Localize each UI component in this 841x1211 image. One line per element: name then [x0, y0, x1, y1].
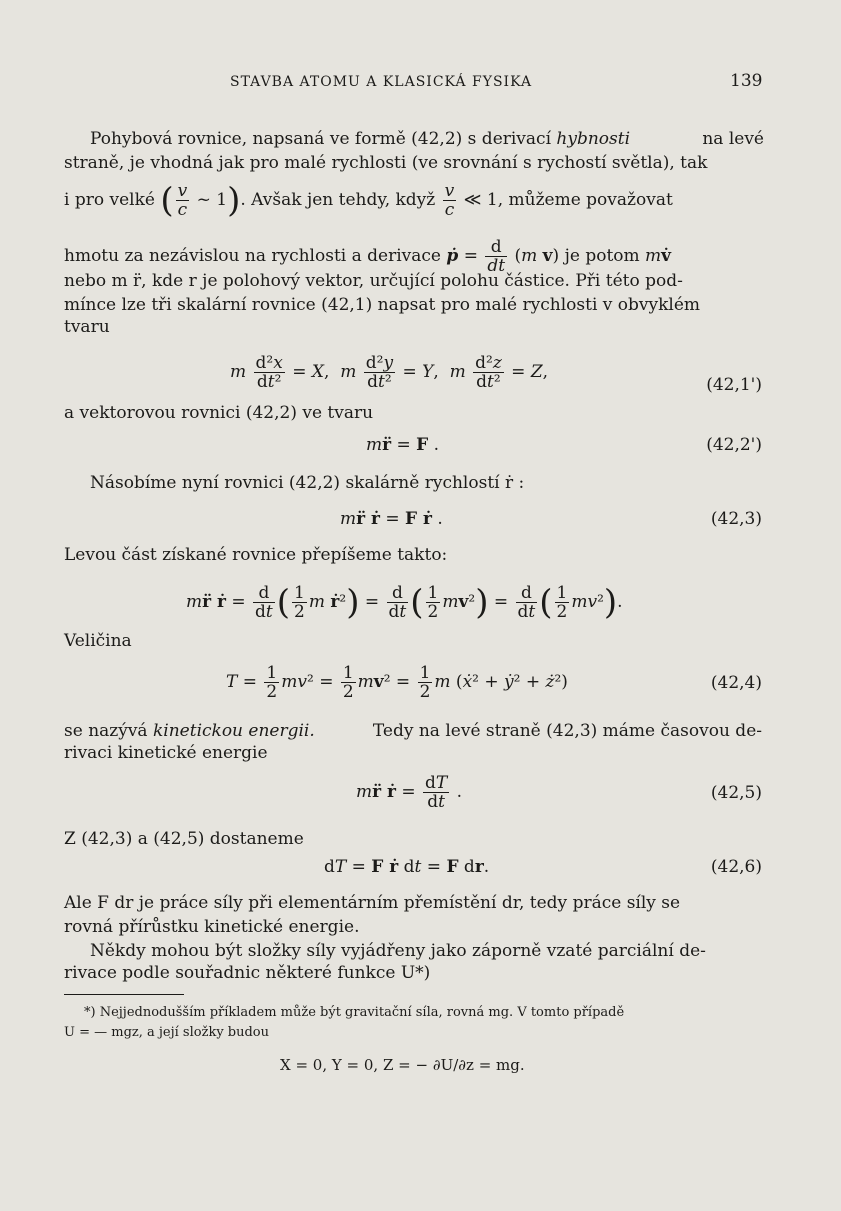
header-title: STAVBA ATOMU A KLASICKÁ FYSIKA [230, 74, 533, 90]
text-line: Levou část získané rovnice přepíšeme takto: [64, 545, 448, 565]
text-line: tvaru [64, 317, 110, 337]
footnote-equation: X = 0, Y = 0, Z = − ∂U/∂z = mg. [280, 1056, 525, 1074]
equation-42-3: mr̈ ṙ = F ṙ . [340, 509, 443, 529]
text-line: Násobíme nyní rovnici (42,2) skalárně rychlostí ṙ : [90, 473, 525, 493]
text-line: se nazývá kinetickou energii. Tedy na levé straně (42,3) máme časovou de- [64, 721, 762, 741]
equation-42-2: mr̈ = F . [366, 435, 440, 455]
text-line: i pro velké ( $\frac{v}{c}$ ~ 1). Avšak jen tehdy, když $\frac{v}{c}$ ≪ 1, můžeme považovat [64, 180, 673, 221]
equation-number: (42,5) [710, 783, 762, 803]
equation-42-1: m $\frac{\text{d²x}}{\text{dt²}}$ = X, m $\frac{\text{d²y}}{\text{dt²}}$ = Y, m $\frac{\text{d²z}}{\text{dt²}}$ = Z, [230, 353, 549, 392]
equation-42-5: mr̈ ṙ = $\frac{dT}{dt}$ . [356, 773, 463, 812]
footnote-line: *) Nejjednodušším příkladem může být gravitační síla, rovná mg. V tomto případě [84, 1005, 625, 1020]
text-line: rovná přírůstku kinetické energie. [64, 917, 360, 937]
equation-kinetic-derivation: mr̈ ṙ = $\frac{d}{dt}$ ( $\frac{1}{2}$ m ṙ²) = $\frac{d}{dt}$ ( $\frac{1}{2}$ mv²) = $\frac{d}{dt}$ ( $\frac{1}{2}$ mv²). [186, 582, 623, 623]
page-number: 139 [730, 71, 763, 91]
equation-42-6: dT = F ṙ dt = F dr. [324, 857, 490, 877]
footnote-rule [64, 994, 184, 995]
equation-number: (42,1') [706, 375, 762, 395]
text-line: Veličina [64, 631, 132, 651]
equation-number: (42,2') [706, 435, 762, 455]
text-line: nebo m r̈, kde r je polohový vektor, určující polohu částice. Při této pod- [64, 271, 683, 291]
equation-number: (42,6) [710, 857, 762, 877]
running-header [0, 71, 841, 94]
equation-number: (42,4) [710, 673, 762, 693]
text-line: Někdy mohou být složky síly vyjádřeny jako záporně vzaté parciální de- [90, 941, 706, 961]
text-line: a vektorovou rovnici (42,2) ve tvaru [64, 403, 374, 423]
equation-number: (42,3) [710, 509, 762, 529]
text-line: rivace podle souřadnic některé funkce U*) [64, 963, 431, 983]
text-line: Pohybová rovnice, napsaná ve formě (42,2) s derivací hybnosti na levé [90, 129, 764, 149]
text-line: Ale F dr je práce síly při elementárním přemístění dr, tedy práce síly se [64, 893, 681, 913]
text-line: rivaci kinetické energie [64, 743, 268, 763]
text-line: mínce lze tři skalární rovnice (42,1) napsat pro malé rychlosti v obvyklém [64, 295, 701, 315]
equation-42-4: T = $\frac{1}{2}$ mv² = $\frac{1}{2}$ mv² = $\frac{1}{2}$ m (ẋ² + ẏ² + ż²) [226, 663, 568, 702]
text-line: straně, je vhodná jak pro malé rychlosti (ve srovnání s rychostí světla), tak [64, 153, 708, 173]
text-line: Z (42,3) a (42,5) dostaneme [64, 829, 304, 849]
text-line: hmotu za nezávislou na rychlosti a derivace ṗ = $\frac{d}{dt}$ (m v) je potom mv̇ [64, 237, 672, 276]
footnote-line: U = — mgz, a její složky budou [64, 1025, 270, 1040]
